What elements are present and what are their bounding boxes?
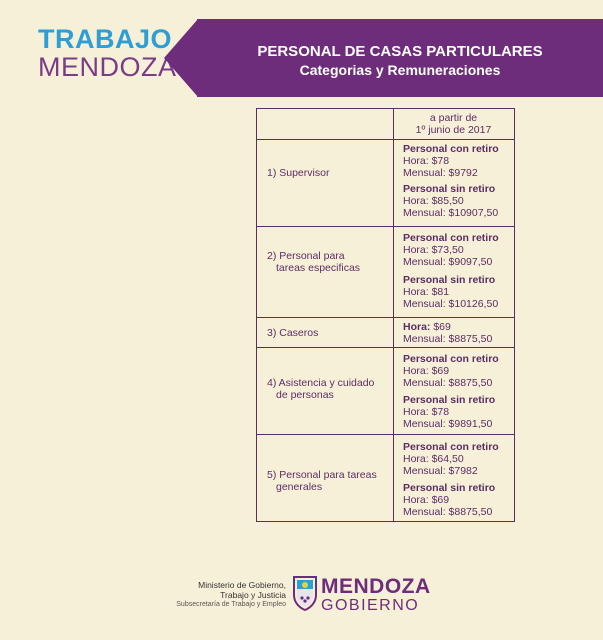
sin-retiro-title: Personal sin retiro <box>403 183 496 195</box>
con-retiro-mensual: Mensual: $8875,50 <box>403 377 493 389</box>
con-retiro-hora: Hora: $78 <box>403 155 450 167</box>
logo-line-1: TRABAJO <box>38 24 173 54</box>
sin-retiro-block <box>403 394 495 430</box>
ministry-text <box>168 580 286 610</box>
category-line-2: generales <box>276 481 323 493</box>
con-retiro-title: Personal con retiro <box>403 232 499 244</box>
banner-arrow <box>164 19 198 97</box>
category-line-1: 4) Asistencia y cuidado <box>267 377 375 389</box>
con-retiro-mensual: Mensual: $9097,50 <box>403 256 493 268</box>
sin-retiro-block <box>403 183 498 219</box>
sin-retiro-hora: Hora: $78 <box>403 406 450 418</box>
category-line-1: 2) Personal para <box>267 250 345 262</box>
category-label: 3) Caseros <box>267 327 319 339</box>
sin-retiro-mensual: Mensual: $8875,50 <box>403 506 493 518</box>
category-line-2: de personas <box>276 389 334 401</box>
sin-retiro-title: Personal sin retiro <box>403 274 496 286</box>
category-line-1: 5) Personal para tareas <box>267 469 377 481</box>
con-retiro-block <box>403 353 499 389</box>
sin-retiro-mensual: Mensual: $10907,50 <box>403 207 499 219</box>
category-label <box>267 377 374 401</box>
hora-value: $69 <box>430 321 451 333</box>
sin-retiro-mensual: Mensual: $10126,50 <box>403 298 499 310</box>
sin-retiro-block <box>403 274 498 310</box>
category-label <box>267 469 377 493</box>
sin-retiro-block <box>403 482 495 518</box>
caseros-block <box>403 321 492 345</box>
table-row-tareas-especificas <box>257 226 514 318</box>
sin-retiro-title: Personal sin retiro <box>403 482 496 494</box>
ministry-line-3: Subsecretaría de Trabajo y Empleo <box>176 601 286 608</box>
brand-line-2: GOBIERNO <box>321 597 420 614</box>
category-label <box>267 250 360 274</box>
header-line-1: a partir de <box>429 112 478 124</box>
title-banner <box>197 19 603 97</box>
con-retiro-title: Personal con retiro <box>403 143 499 155</box>
con-retiro-hora: Hora: $69 <box>403 365 450 377</box>
category-line-2: tareas especificas <box>276 262 361 274</box>
table-header-row <box>257 109 514 139</box>
banner-subtitle: Categorias y Remuneraciones <box>299 62 501 78</box>
ministry-line-2: Trabajo y Justicia <box>220 590 286 600</box>
logo-line-2: MENDOZA <box>38 52 177 82</box>
brand-line-1: MENDOZA <box>321 575 431 598</box>
mendoza-gobierno-logo <box>321 576 431 614</box>
con-retiro-hora: Hora: $64,50 <box>403 453 464 465</box>
con-retiro-block <box>403 143 499 179</box>
sin-retiro-hora: Hora: $69 <box>403 494 450 506</box>
con-retiro-title: Personal con retiro <box>403 353 499 365</box>
mensual-value: Mensual: $8875,50 <box>403 333 493 345</box>
mendoza-shield-icon <box>292 575 318 611</box>
salary-table <box>256 108 515 522</box>
con-retiro-mensual: Mensual: $9792 <box>403 167 478 179</box>
con-retiro-mensual: Mensual: $7982 <box>403 465 478 477</box>
trabajo-mendoza-logo <box>38 26 177 81</box>
sin-retiro-hora: Hora: $85,50 <box>403 195 464 207</box>
banner-title: PERSONAL DE CASAS PARTICULARES <box>257 43 543 60</box>
table-row-caseros <box>257 317 514 348</box>
table-row-asistencia <box>257 347 514 435</box>
sin-retiro-title: Personal sin retiro <box>403 394 496 406</box>
hora-label: Hora: <box>403 321 431 333</box>
sin-retiro-hora: Hora: $81 <box>403 286 450 298</box>
con-retiro-block <box>403 441 499 477</box>
con-retiro-title: Personal con retiro <box>403 441 499 453</box>
table-row-supervisor <box>257 139 514 227</box>
table-row-tareas-generales <box>257 434 514 523</box>
sin-retiro-mensual: Mensual: $9891,50 <box>403 418 493 430</box>
con-retiro-hora: Hora: $73,50 <box>403 244 464 256</box>
category-label: 1) Supervisor <box>267 167 330 179</box>
header-line-2: 1º junio de 2017 <box>415 124 492 136</box>
con-retiro-block <box>403 232 499 268</box>
ministry-line-1: Ministerio de Gobierno, <box>198 580 286 590</box>
